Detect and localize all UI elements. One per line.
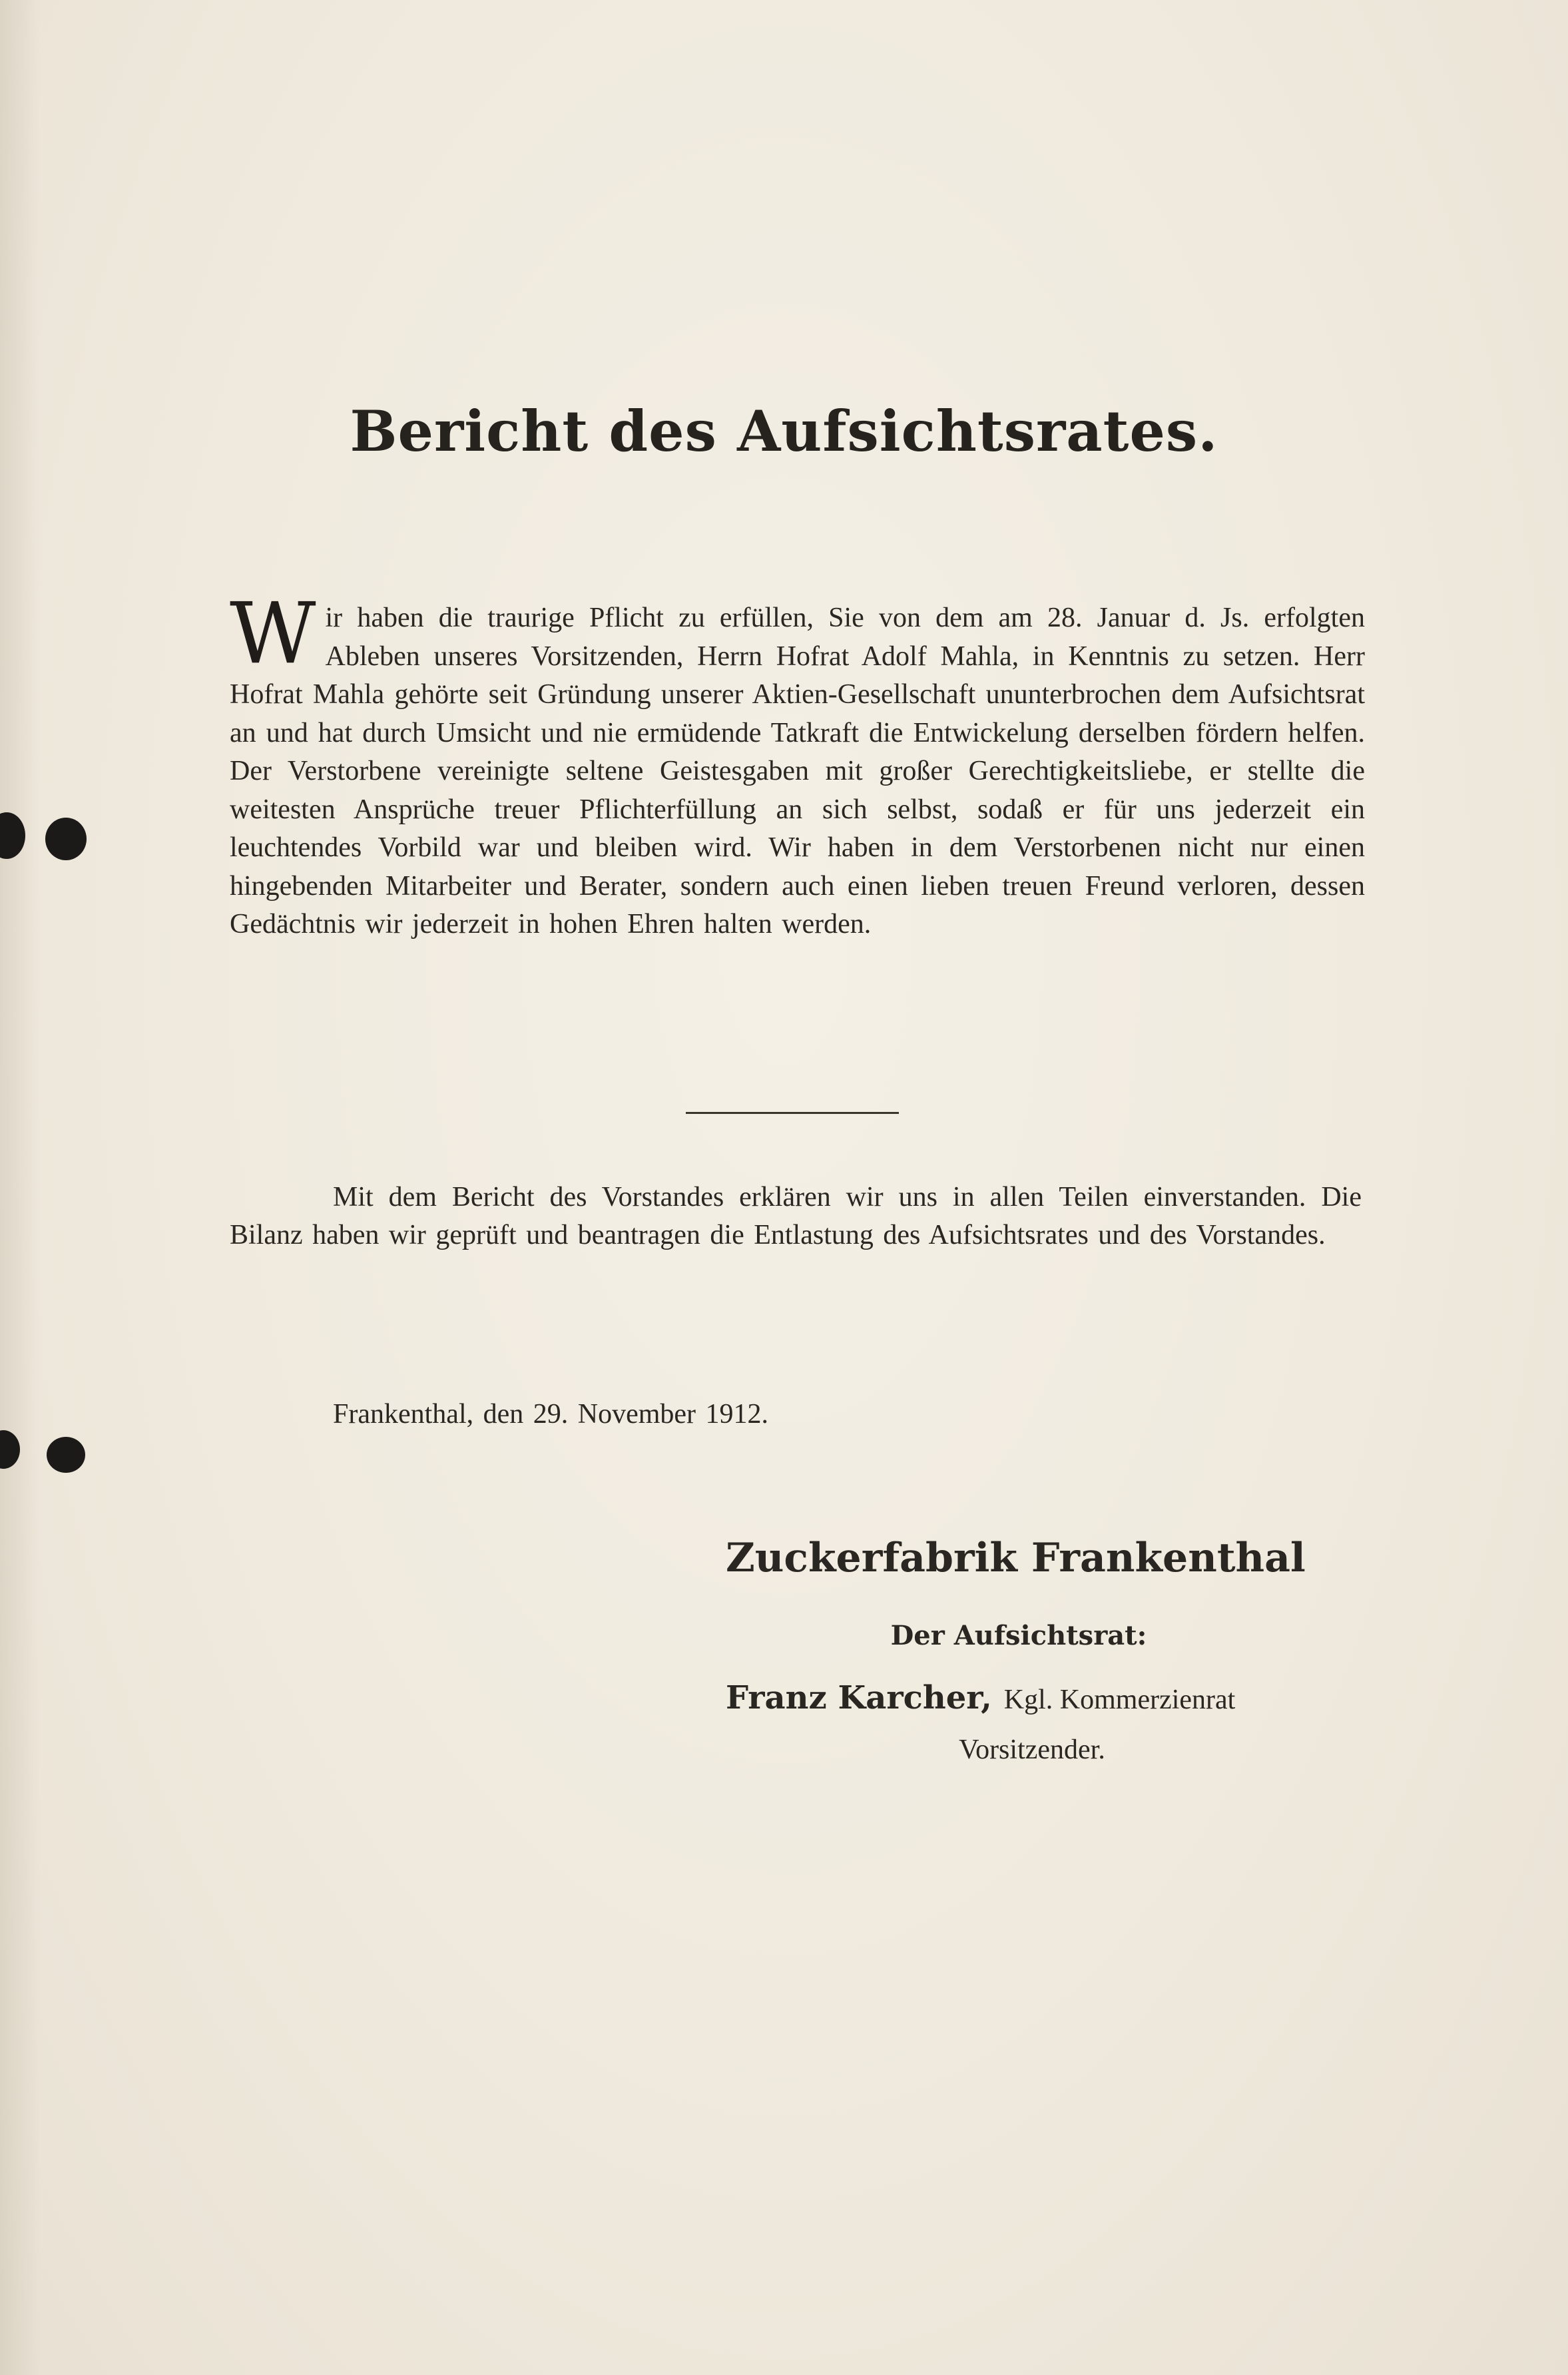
place-date-line: Frankenthal, den 29. November 1912. [333,1399,769,1430]
section-divider [686,1112,899,1114]
report-paragraph-1 [230,585,1365,944]
document-title: Bericht des Aufsichtsrates. [350,398,1218,464]
punch-hole [45,818,87,860]
board-label: Der Aufsichtsrat: [890,1620,1147,1651]
signatory-line [726,1678,1392,1720]
signatory-name: Franz Karcher, [726,1679,992,1716]
report-paragraph-2: Mit dem Bericht des Vorstandes erklären wir uns in allen Teilen einverstanden. Die Bilanz haben wir geprüft und beantragen die Entlastung des Aufsichtsrates und des Vorstandes. [230,1182,1362,1250]
company-name: Zuckerfabrik Frankenthal [726,1535,1306,1581]
signatory-position: Vorsitzender. [959,1734,1105,1765]
binding-shadow [0,0,40,2375]
report-paragraph-1-text: ir haben die traurige Pflicht zu erfüllen, Sie von dem am 28. Januar d. Js. erfolgten Ableben unseres Vorsitzenden, Herrn Hofrat Adolf Mahla, in Kenntnis zu setzen. Herr Hofrat Mahla gehörte seit Gründung unserer Aktien-Gesellschaft ununterbrochen dem Aufsichtsrat an und hat durch Umsicht und nie ermüdende Tatkraft die Entwickelung derselben fördern helfen. Der Verstorbene vereinigte seltene Geistesgaben mit großer Gerechtigkeitsliebe, er stellte die weitesten Ansprüche treuer Pflichterfüllung an sich selbst, sodaß er für uns jederzeit ein leuchtendes Vorbild war und bleiben wird. Wir haben in dem Verstorbenen nicht nur einen hingebenden Mitarbeiter und Berater, sondern auch einen lieben treuen Freund verloren, dessen Gedächtnis wir jederzeit in hohen Ehren halten werden. [230,603,1365,939]
signatory-honorific: Kgl. Kommerzienrat [1003,1685,1236,1715]
punch-hole [47,1437,85,1473]
drop-cap-letter: W [230,585,316,682]
